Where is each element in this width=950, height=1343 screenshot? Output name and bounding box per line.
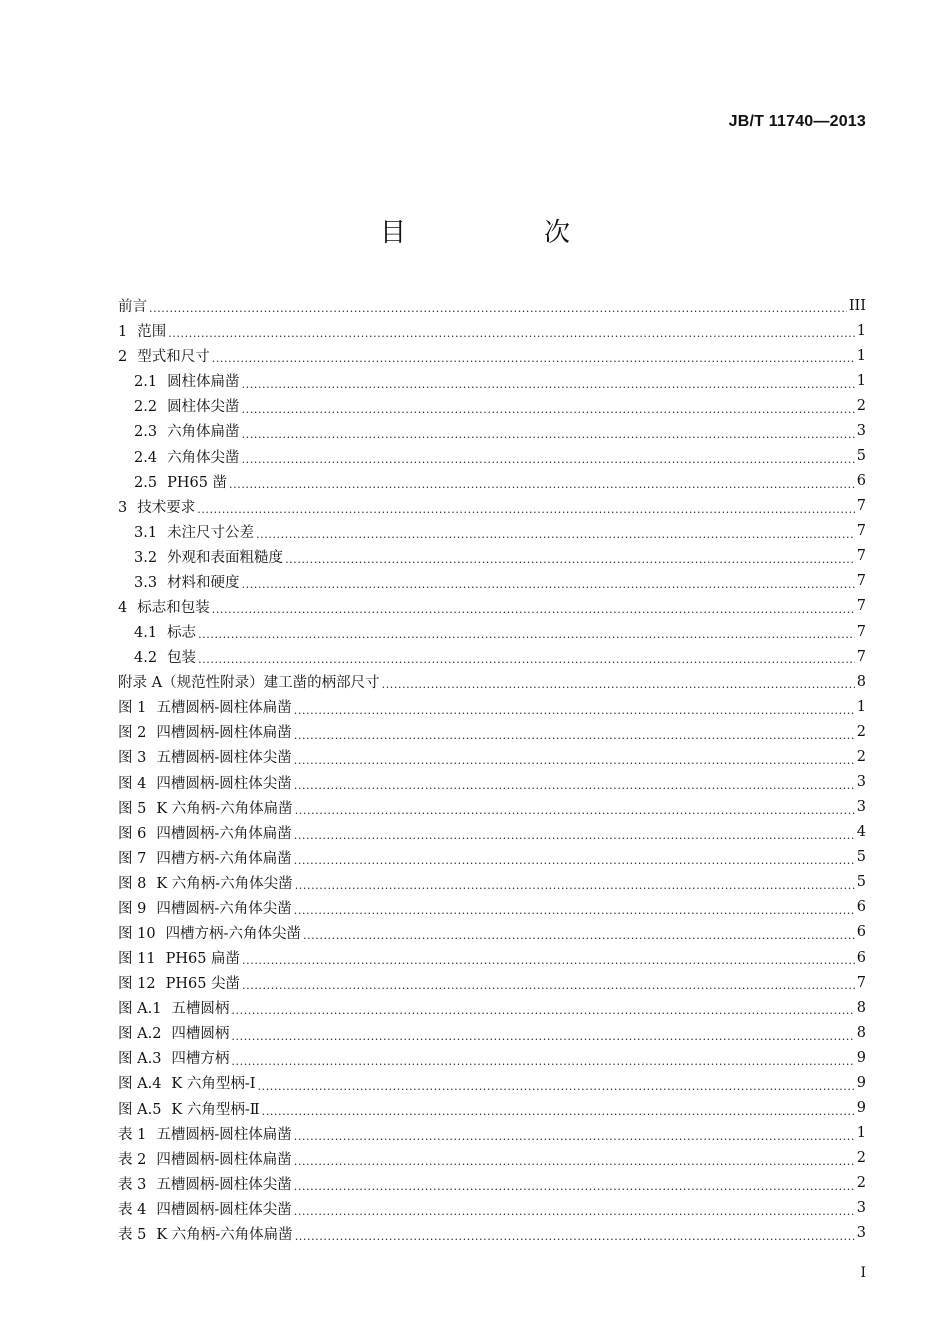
toc-entry-page: 3 — [856, 422, 866, 439]
toc-entry-label — [118, 1098, 260, 1119]
toc-leader-dots — [294, 702, 855, 717]
toc-entry-page: 3 — [856, 799, 866, 816]
toc-entry-page: 7 — [856, 548, 866, 565]
toc-entry-page: 2 — [856, 748, 866, 765]
toc-entry-number: 图 1 — [118, 700, 147, 717]
toc-entry-label — [134, 521, 254, 542]
toc-entry-number: 图 4 — [118, 775, 147, 792]
toc-entry[interactable] — [118, 945, 866, 970]
toc-entry-text: K 六角型柄-Ⅰ — [171, 1076, 256, 1093]
toc-entry-label — [118, 997, 229, 1018]
toc-entry-text: 六角体尖凿 — [167, 449, 240, 466]
toc-entry-label — [118, 947, 240, 968]
toc-leader-dots — [197, 501, 855, 516]
toc-entry-text: 外观和表面粗糙度 — [167, 549, 284, 566]
standard-number: JB/T 11740—2013 — [728, 113, 866, 130]
toc-entry-page: 1 — [856, 1125, 866, 1142]
toc-entry-number: 图 9 — [118, 900, 147, 917]
toc-leader-dots — [231, 1053, 854, 1068]
toc-entry-number: 图 6 — [118, 825, 147, 842]
toc-entry[interactable] — [118, 1070, 866, 1095]
toc-entry-text: PH65 凿 — [167, 474, 228, 491]
toc-entry-label — [118, 1072, 256, 1093]
toc-entry-page: 3 — [856, 1200, 866, 1217]
toc-entry-number: 表 2 — [118, 1151, 147, 1168]
toc-entry-number: 表 3 — [118, 1176, 147, 1193]
toc-entry-number: 2 — [118, 349, 128, 366]
toc-entry-label — [118, 772, 292, 793]
toc-entry-number: 2.1 — [134, 374, 158, 391]
toc-entry-page: 7 — [856, 648, 866, 665]
toc-entry-label — [118, 1148, 292, 1169]
toc-entry-label — [118, 972, 240, 993]
toc-entry[interactable] — [118, 418, 866, 443]
toc-leader-dots — [294, 752, 855, 767]
toc-entry-text: 范围 — [137, 324, 167, 341]
toc-entry-text: PH65 尖凿 — [165, 976, 241, 993]
toc-entry-label — [118, 596, 210, 617]
toc-title: 目 次 — [379, 218, 626, 248]
toc-entry-page: 1 — [856, 372, 866, 389]
toc-entry[interactable] — [118, 1045, 866, 1070]
toc-entry-text: PH65 扁凿 — [165, 951, 241, 968]
toc-leader-dots — [198, 651, 855, 666]
toc-entry-label — [118, 1022, 229, 1043]
toc-leader-dots — [262, 1103, 855, 1118]
toc-leader-dots — [294, 1178, 855, 1193]
toc-entry-text: 四槽方柄 — [171, 1051, 230, 1068]
toc-entry-number: 1 — [118, 324, 128, 341]
toc-leader-dots — [294, 777, 855, 792]
toc-entry-label — [118, 897, 292, 918]
toc-entry-number: 4 — [118, 599, 128, 616]
toc-entry-text: 标志 — [167, 625, 197, 642]
table-of-contents — [118, 293, 866, 1246]
toc-entry[interactable] — [118, 719, 866, 744]
toc-leader-dots — [294, 902, 855, 917]
toc-leader-dots — [285, 551, 855, 566]
toc-entry-page: 5 — [856, 874, 866, 891]
toc-entry[interactable] — [118, 569, 866, 594]
page-number: I — [860, 1265, 866, 1281]
toc-leader-dots — [231, 1028, 854, 1043]
toc-entry-number: 表 1 — [118, 1126, 147, 1143]
toc-entry-label — [118, 822, 292, 843]
toc-entry-page: 1 — [856, 698, 866, 715]
toc-entry-page: 3 — [856, 1225, 866, 1242]
toc-entry-number: 图 12 — [118, 976, 156, 993]
toc-entry-page: 7 — [856, 598, 866, 615]
toc-leader-dots — [242, 451, 855, 466]
toc-entry[interactable] — [118, 519, 866, 544]
toc-leader-dots — [149, 300, 847, 315]
toc-entry-label — [118, 1223, 293, 1244]
toc-entry-text: 包装 — [167, 650, 197, 667]
toc-entry-number: 图 7 — [118, 850, 147, 867]
toc-entry[interactable] — [118, 845, 866, 870]
toc-entry[interactable] — [118, 694, 866, 719]
toc-entry-page: 6 — [856, 949, 866, 966]
toc-entry-label — [118, 797, 293, 818]
toc-entry-text: 圆柱体尖凿 — [167, 399, 240, 416]
toc-entry[interactable] — [118, 619, 866, 644]
toc-entry[interactable] — [118, 920, 866, 945]
toc-entry-number: 图 A.2 — [118, 1026, 162, 1043]
toc-entry-text: 附录 A（规范性附录）建工凿的柄部尺寸 — [118, 675, 380, 692]
toc-entry-label — [118, 696, 292, 717]
toc-entry-text: 标志和包装 — [137, 599, 210, 616]
toc-entry-text: K 六角柄-六角体尖凿 — [156, 875, 293, 892]
toc-entry-page: 8 — [856, 673, 866, 690]
toc-entry[interactable] — [118, 1196, 866, 1221]
toc-entry[interactable] — [118, 393, 866, 418]
toc-entry-text: 型式和尺寸 — [137, 349, 210, 366]
toc-entry-label — [118, 847, 292, 868]
toc-entry[interactable] — [118, 443, 866, 468]
toc-leader-dots — [242, 952, 855, 967]
toc-entry-number: 3.1 — [134, 524, 158, 541]
toc-entry-text: K 六角柄-六角体扁凿 — [156, 1226, 293, 1243]
toc-entry-text: 圆柱体扁凿 — [167, 374, 240, 391]
toc-entry[interactable] — [118, 318, 866, 343]
toc-entry[interactable] — [118, 995, 866, 1020]
toc-entry-page: 8 — [856, 999, 866, 1016]
toc-entry-page: III — [848, 297, 866, 314]
toc-leader-dots — [168, 325, 855, 340]
toc-leader-dots — [294, 827, 855, 842]
toc-entry-label — [134, 395, 240, 416]
toc-entry[interactable] — [118, 1121, 866, 1146]
toc-entry-page: 2 — [856, 397, 866, 414]
toc-entry-label — [134, 446, 240, 467]
toc-entry-text: 技术要求 — [137, 499, 196, 516]
toc-entry[interactable] — [118, 494, 866, 519]
toc-entry-text: 五槽圆柄-圆柱体扁凿 — [156, 1126, 292, 1143]
toc-entry-number: 4.1 — [134, 625, 158, 642]
toc-entry[interactable] — [118, 970, 866, 995]
toc-entry-label — [118, 671, 380, 692]
toc-entry-number: 图 8 — [118, 875, 147, 892]
toc-entry-label — [134, 420, 240, 441]
toc-entry-label — [118, 872, 293, 893]
toc-entry-text: 四槽方柄-六角体扁凿 — [156, 850, 292, 867]
toc-entry-number: 2.2 — [134, 399, 158, 416]
toc-entry[interactable] — [118, 594, 866, 619]
toc-entry-number: 4.2 — [134, 650, 158, 667]
toc-entry[interactable] — [118, 795, 866, 820]
toc-leader-dots — [295, 802, 855, 817]
toc-entry[interactable] — [118, 1096, 866, 1121]
toc-entry-page: 1 — [856, 322, 866, 339]
toc-entry-label — [118, 746, 292, 767]
toc-leader-dots — [382, 676, 855, 691]
toc-entry-text: 四槽圆柄-圆柱体尖凿 — [156, 1201, 292, 1218]
toc-entry-label — [134, 370, 240, 391]
toc-entry-text: 四槽圆柄-六角体尖凿 — [156, 900, 292, 917]
toc-leader-dots — [242, 977, 855, 992]
toc-entry-page: 6 — [856, 924, 866, 941]
toc-leader-dots — [242, 426, 855, 441]
toc-entry-number: 图 2 — [118, 725, 147, 742]
toc-entry-text: 前言 — [118, 299, 147, 316]
toc-entry-label — [118, 1173, 292, 1194]
toc-entry-label — [118, 320, 166, 341]
toc-leader-dots — [303, 927, 855, 942]
toc-entry-text: 四槽圆柄-六角体扁凿 — [156, 825, 292, 842]
toc-entry-label — [118, 721, 292, 742]
toc-entry[interactable] — [118, 820, 866, 845]
toc-entry-text: 材料和硬度 — [167, 574, 240, 591]
toc-leader-dots — [242, 576, 855, 591]
toc-entry-page: 7 — [856, 498, 866, 515]
toc-entry-text: 四槽圆柄-圆柱体扁凿 — [156, 725, 292, 742]
toc-entry[interactable] — [118, 343, 866, 368]
toc-entry-page: 4 — [856, 824, 866, 841]
toc-entry-text: K 六角柄-六角体扁凿 — [156, 800, 293, 817]
toc-leader-dots — [242, 401, 855, 416]
toc-entry-number: 3.3 — [134, 574, 158, 591]
toc-entry-page: 8 — [856, 1024, 866, 1041]
toc-leader-dots — [242, 376, 855, 391]
toc-entry-number: 2.5 — [134, 474, 158, 491]
toc-entry-number: 图 3 — [118, 750, 147, 767]
toc-entry[interactable] — [118, 1221, 866, 1246]
toc-entry[interactable] — [118, 870, 866, 895]
toc-entry-text: 四槽圆柄 — [171, 1026, 230, 1043]
toc-entry-page: 5 — [856, 849, 866, 866]
toc-entry-label — [118, 295, 147, 316]
toc-entry[interactable] — [118, 368, 866, 393]
toc-entry[interactable] — [118, 1171, 866, 1196]
toc-leader-dots — [229, 476, 855, 491]
toc-entry-label — [134, 646, 196, 667]
toc-entry-label — [134, 546, 283, 567]
toc-entry-page: 2 — [856, 1150, 866, 1167]
toc-entry[interactable] — [118, 769, 866, 794]
toc-entry-page: 3 — [856, 774, 866, 791]
toc-leader-dots — [294, 852, 855, 867]
toc-entry-label — [118, 345, 210, 366]
toc-entry-number: 3 — [118, 499, 128, 516]
toc-entry-page: 2 — [856, 723, 866, 740]
toc-entry-number: 图 A.3 — [118, 1051, 162, 1068]
toc-entry-text: 五槽圆柄-圆柱体扁凿 — [156, 700, 292, 717]
toc-entry-text: 四槽方柄-六角体尖凿 — [165, 925, 301, 942]
toc-entry-text: 五槽圆柄-圆柱体尖凿 — [156, 1176, 292, 1193]
toc-entry-page: 7 — [856, 573, 866, 590]
toc-leader-dots — [295, 877, 855, 892]
toc-entry-text: 五槽圆柄-圆柱体尖凿 — [156, 750, 292, 767]
toc-entry-number: 表 4 — [118, 1201, 147, 1218]
toc-entry-page: 9 — [856, 1100, 866, 1117]
toc-entry-number: 图 11 — [118, 951, 156, 968]
toc-entry-text: 四槽圆柄-圆柱体扁凿 — [156, 1151, 292, 1168]
toc-entry-label — [134, 571, 240, 592]
toc-leader-dots — [212, 601, 855, 616]
toc-leader-dots — [198, 626, 855, 641]
toc-leader-dots — [212, 350, 855, 365]
toc-entry[interactable] — [118, 895, 866, 920]
toc-entry-text: 未注尺寸公差 — [167, 524, 255, 541]
toc-entry-page: 6 — [856, 899, 866, 916]
toc-entry[interactable] — [118, 644, 866, 669]
toc-entry-number: 图 A.5 — [118, 1101, 162, 1118]
toc-entry[interactable] — [118, 469, 866, 494]
toc-entry-number: 表 5 — [118, 1226, 147, 1243]
toc-leader-dots — [294, 1203, 855, 1218]
toc-entry-label — [118, 1198, 292, 1219]
toc-entry-number: 2.3 — [134, 424, 158, 441]
toc-entry-page: 1 — [856, 347, 866, 364]
toc-entry[interactable] — [118, 293, 866, 318]
toc-entry-number: 3.2 — [134, 549, 158, 566]
toc-entry-number: 图 A.4 — [118, 1076, 162, 1093]
toc-entry-page: 9 — [856, 1074, 866, 1091]
toc-entry-text: 四槽圆柄-圆柱体尖凿 — [156, 775, 292, 792]
toc-entry-page: 7 — [856, 974, 866, 991]
toc-entry-label — [134, 621, 196, 642]
toc-entry-label — [118, 1047, 229, 1068]
toc-leader-dots — [294, 1128, 855, 1143]
toc-entry[interactable] — [118, 669, 866, 694]
toc-entry[interactable] — [118, 544, 866, 569]
toc-entry-page: 7 — [856, 623, 866, 640]
toc-entry-text: 六角体扁凿 — [167, 424, 240, 441]
toc-entry[interactable] — [118, 744, 866, 769]
toc-entry-label — [118, 496, 195, 517]
toc-entry-label — [118, 922, 301, 943]
toc-entry[interactable] — [118, 1020, 866, 1045]
toc-entry-page: 2 — [856, 1175, 866, 1192]
toc-entry-label — [134, 471, 227, 492]
toc-leader-dots — [294, 1153, 855, 1168]
toc-entry-number: 图 10 — [118, 925, 156, 942]
toc-entry-text: K 六角型柄-Ⅱ — [171, 1101, 260, 1118]
toc-entry-page: 5 — [856, 448, 866, 464]
toc-leader-dots — [294, 727, 855, 742]
toc-leader-dots — [295, 1228, 855, 1243]
toc-entry[interactable] — [118, 1146, 866, 1171]
toc-entry-page: 9 — [856, 1049, 866, 1066]
toc-entry-number: 图 A.1 — [118, 1001, 162, 1018]
toc-leader-dots — [258, 1078, 855, 1093]
toc-entry-page: 7 — [856, 523, 866, 540]
toc-leader-dots — [231, 1002, 854, 1017]
toc-entry-number: 2.4 — [134, 449, 158, 466]
toc-entry-page: 6 — [856, 473, 866, 490]
toc-entry-text: 五槽圆柄 — [171, 1001, 230, 1018]
toc-leader-dots — [256, 526, 855, 541]
toc-entry-label — [118, 1123, 292, 1144]
toc-entry-number: 图 5 — [118, 800, 147, 817]
